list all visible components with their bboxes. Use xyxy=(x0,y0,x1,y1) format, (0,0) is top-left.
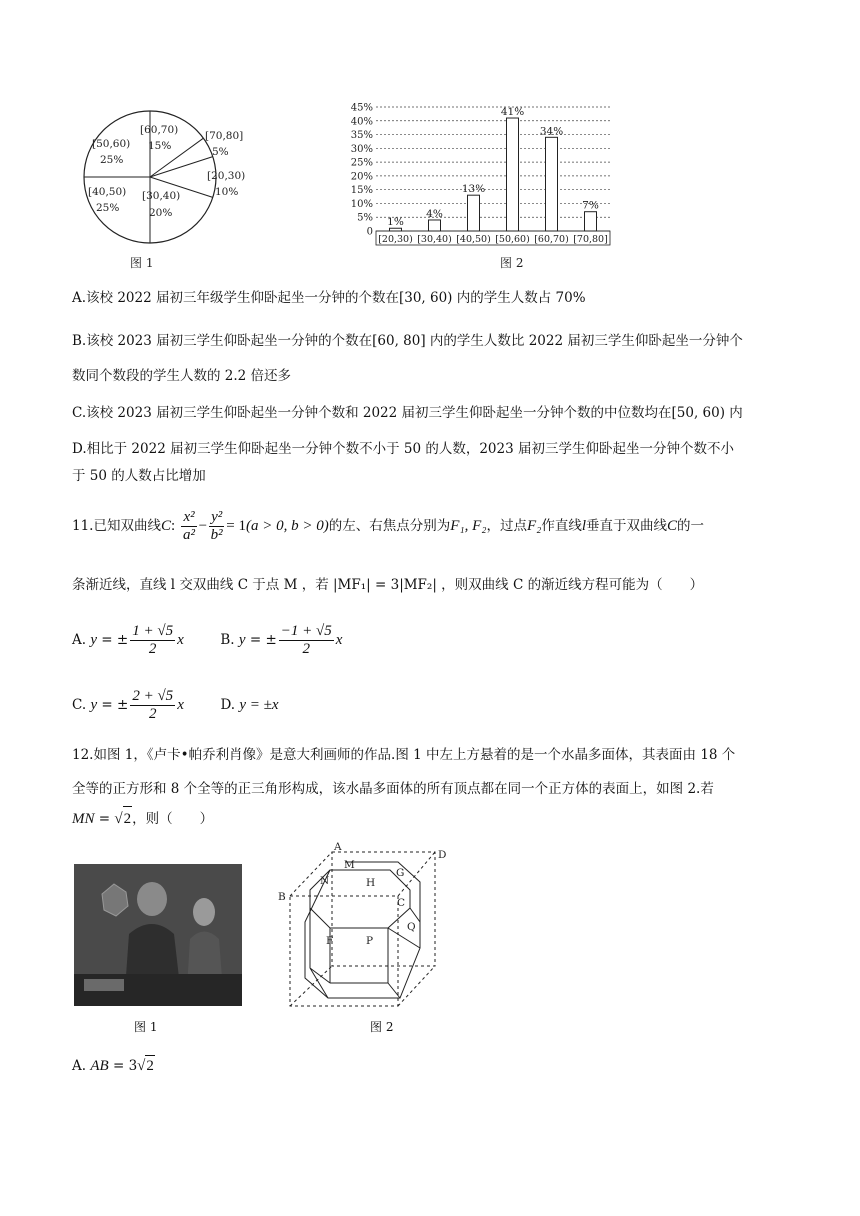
point-d-label: D xyxy=(438,849,447,861)
point-b-label: B xyxy=(278,891,286,903)
point-f-label: F xyxy=(326,935,334,947)
y-tick-label: 20% xyxy=(350,171,373,183)
q11-prefix: 11.已知双曲线 xyxy=(72,518,161,534)
q11-option-b: B. y = ± $\frac{-1 + √5}{2}$ x xyxy=(220,623,343,657)
q12-option-a: A. AB = 3√2 xyxy=(72,1055,155,1076)
x-category-label: [50,60) xyxy=(495,234,530,245)
question-12-line3: MN = √2，则（ ） xyxy=(72,806,213,831)
bar-value-label: 1% xyxy=(387,216,404,229)
bar xyxy=(468,195,480,231)
q11-frac-x: $\frac{\text{x²}}{\text{a²}}$ xyxy=(183,509,196,543)
y-tick-label: 0 xyxy=(366,226,373,238)
pie-label-5060: [50,60) xyxy=(92,138,131,150)
figure2-caption: 图 2 xyxy=(500,256,524,270)
pie-label-2030: [20,30) xyxy=(207,170,246,182)
y-tick-label: 10% xyxy=(350,198,373,210)
option-d-q10-line2: 于 50 的人数占比增加 xyxy=(72,468,206,484)
portrait-painting-image xyxy=(74,864,242,1006)
pie-label-6070: [60,70) xyxy=(140,124,179,136)
q11-after-l: 垂直于双曲线 xyxy=(586,518,668,534)
question-11-line2: 条渐近线，直线 l 交双曲线 C 于点 M ，若 |MF₁| = 3|MF₂| ，则双曲线 C 的渐近线方程可能为（ ） xyxy=(72,577,704,593)
q12-figure1-caption: 图 1 xyxy=(134,1020,158,1034)
x-category-label: [40,50) xyxy=(456,234,491,245)
q11-curve-name: C xyxy=(160,518,171,534)
q11-c: C xyxy=(667,518,678,534)
y-tick-label: 5% xyxy=(357,212,373,224)
pie-pct-5060: 25% xyxy=(100,154,124,166)
point-a-label: A xyxy=(334,841,342,853)
pie-pct-6070: 15% xyxy=(148,140,172,152)
pie-chart-figure xyxy=(60,95,280,275)
x-category-label: [70,80] xyxy=(573,234,608,245)
q11-option-a: A. y = ± $\frac{1 + √5}{2}$ x xyxy=(72,623,184,657)
x-category-label: [60,70) xyxy=(534,234,569,245)
q11-after-f2: 作直线 xyxy=(541,518,582,534)
y-tick-label: 15% xyxy=(350,185,373,197)
pie-slice-boundary xyxy=(150,157,213,177)
pie-pct-4050: 25% xyxy=(96,202,120,214)
q11-frac-y: $\frac{\text{y²}}{\text{b²}}$ xyxy=(210,509,223,543)
q11-l: l xyxy=(581,518,587,534)
option-a-q10: A.该校 2022 届初三年级学生仰卧起坐一分钟的个数在[30, 60) 内的学生人数占 70% xyxy=(72,290,586,306)
question-12-line2: 全等的正方形和 8 个全等的正三角形构成，该水晶多面体的所有顶点都在同一个正方体的表面上，如图 2.若 xyxy=(72,781,714,797)
pie-pct-3040: 20% xyxy=(149,207,173,219)
bar-value-label: 13% xyxy=(461,183,486,196)
bar xyxy=(507,118,519,231)
q11-options-row2 xyxy=(72,685,279,725)
point-m-label: M xyxy=(344,859,355,871)
pie-label-7080: [70,80] xyxy=(205,130,244,142)
bar-value-label: 41% xyxy=(500,106,525,119)
q11-foci: F₁, F₂ xyxy=(450,518,487,534)
pie-pct-2030: 10% xyxy=(215,186,239,198)
q11-after-eq: 的左、右焦点分别为 xyxy=(328,518,451,534)
bar-value-label: 4% xyxy=(426,207,443,220)
option-d-q10-line1: D.相比于 2022 届初三学生仰卧起坐一分钟个数不小于 50 的人数，2023 届初三学生仰卧起坐一分钟个数不小 xyxy=(72,441,734,457)
y-tick-label: 25% xyxy=(350,157,373,169)
pie-label-4050: [40,50) xyxy=(88,186,127,198)
x-category-label: [30,40) xyxy=(417,234,452,245)
bar-chart-figure xyxy=(340,95,620,275)
point-h-label: H xyxy=(366,877,376,889)
question-12-line1: 12.如图 1，《卢卡•帕乔利肖像》是意大利画师的作品.图 1 中左上方悬着的是一个水晶多面体，其表面由 18 个 xyxy=(72,747,736,763)
bar-value-label: 34% xyxy=(539,125,564,138)
y-tick-label: 40% xyxy=(350,116,373,128)
question-11-line1: 11.已知双曲线C: $\frac{\text{x²}}{\text{a²}}$ − $\frac{\text{y²}}{\text{b²}}$ = 1(a > 0, b > 0)的左、右焦点分别为F₁, F₂，过点F₂作直线l垂直于双曲线C的一 xyxy=(72,509,705,543)
bar xyxy=(429,220,441,231)
point-n-label: N xyxy=(320,875,330,887)
pie-label-3040: [30,40) xyxy=(142,190,181,202)
q11-end1: 的一 xyxy=(677,518,705,534)
y-tick-label: 30% xyxy=(350,143,373,155)
bar xyxy=(390,228,402,231)
bar-value-label: 7% xyxy=(582,199,599,212)
option-c-q10: C.该校 2023 届初三学生仰卧起坐一分钟个数和 2022 届初三学生仰卧起坐一分钟个数的中位数均在[50, 60) 内 xyxy=(72,405,743,421)
y-tick-label: 45% xyxy=(350,102,373,114)
pie-pct-7080: 5% xyxy=(212,146,229,158)
q12-figure2-caption: 图 2 xyxy=(370,1020,394,1034)
bar xyxy=(585,212,597,231)
figure1-caption: 图 1 xyxy=(130,256,154,270)
x-category-label: [20,30) xyxy=(378,234,413,245)
y-tick-label: 35% xyxy=(350,130,373,142)
option-b-q10-line1: B.该校 2023 届初三学生仰卧起坐一分钟的个数在[60, 80] 内的学生人数比 2022 届初三学生仰卧起坐一分钟个 xyxy=(72,333,743,349)
point-q-label: Q xyxy=(407,921,416,933)
bar xyxy=(546,137,558,231)
q11-option-d: D. y = ±x xyxy=(220,697,279,713)
point-p-label: P xyxy=(366,935,374,947)
point-c-label: C xyxy=(397,897,406,909)
q11-condition: (a > 0, b > 0) xyxy=(245,518,329,534)
option-b-q10-line2: 数同个数段的学生人数的 2.2 倍还多 xyxy=(72,368,292,384)
q11-after-foci: ，过点 xyxy=(486,518,527,534)
point-g-label: G xyxy=(396,867,405,879)
q11-f2: F₂ xyxy=(526,518,542,534)
polyhedron-cube-figure xyxy=(270,838,470,1018)
q11-option-c: C. y = ± $\frac{2 + √5}{2}$ x xyxy=(72,688,184,722)
q11-options-row1 xyxy=(72,620,342,660)
